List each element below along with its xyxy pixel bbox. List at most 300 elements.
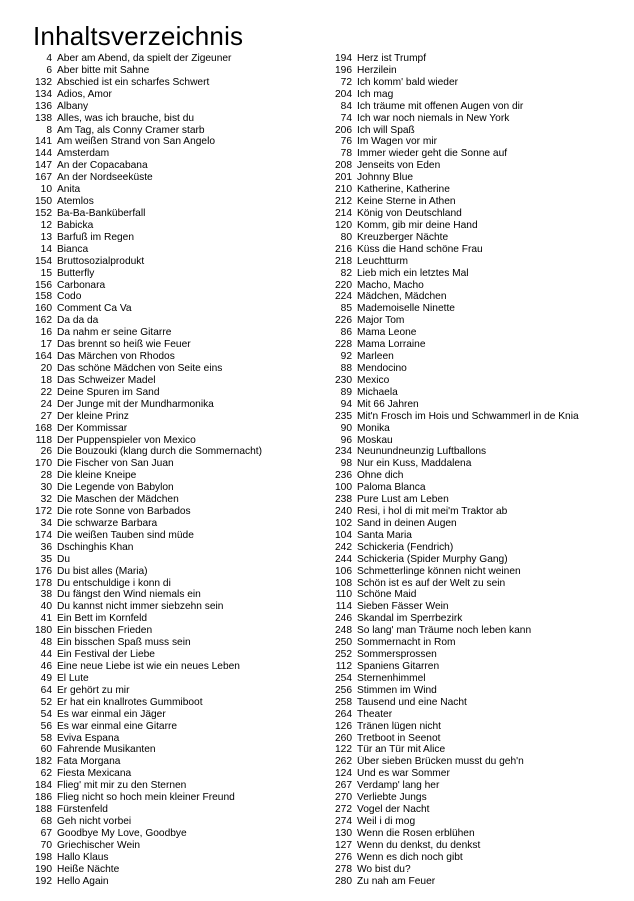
toc-entry [20, 578, 320, 590]
toc-song-title: Theater [357, 708, 393, 720]
toc-page-number: 36 [40, 541, 52, 553]
toc-entry [20, 661, 320, 673]
toc-entry [320, 864, 620, 876]
toc-page-number: 58 [40, 732, 52, 744]
toc-page-number: 130 [335, 827, 352, 839]
toc-entry [20, 589, 320, 601]
toc-entry [20, 351, 320, 363]
toc-song-title: Anita [57, 184, 81, 196]
toc-entry [20, 721, 320, 733]
toc-page-number: 134 [35, 88, 52, 100]
toc-entry [320, 113, 620, 125]
toc-entry [320, 589, 620, 601]
toc-page-number: 112 [335, 661, 352, 673]
toc-page-number: 276 [335, 851, 352, 863]
toc-song-title: Abschied ist ein scharfes Schwert [57, 76, 210, 88]
toc-page-number: 272 [335, 804, 352, 816]
toc-entry [20, 160, 320, 172]
toc-entry [20, 744, 320, 756]
toc-song-title: Ich war noch niemals in New York [357, 112, 510, 124]
toc-page-number: 12 [40, 219, 52, 231]
toc-entry [20, 566, 320, 578]
toc-entry [320, 65, 620, 77]
toc-entry [20, 768, 320, 780]
toc-entry [320, 697, 620, 709]
toc-entry [320, 876, 620, 888]
toc-page-number: 98 [340, 458, 352, 470]
toc-song-title: Fahrende Musikanten [57, 744, 156, 756]
toc-song-title: Goodbye My Love, Goodbye [57, 827, 187, 839]
toc-page-number: 250 [335, 637, 352, 649]
toc-page-number: 64 [40, 684, 52, 696]
toc-entry [20, 601, 320, 613]
toc-page-number: 248 [335, 625, 352, 637]
toc-song-title: Die schwarze Barbara [57, 517, 158, 529]
toc-entry [320, 673, 620, 685]
toc-page-number: 150 [35, 196, 52, 208]
toc-page-number: 178 [35, 577, 52, 589]
toc-page-number: 127 [335, 839, 352, 851]
toc-page-number: 158 [35, 291, 52, 303]
toc-song-title: Bianca [57, 243, 89, 255]
toc-page-number: 190 [35, 863, 52, 875]
toc-entry [20, 494, 320, 506]
toc-page-number: 216 [335, 243, 352, 255]
toc-song-title: Mit'n Frosch im Hois und Schwammerl in de Knia [357, 410, 579, 422]
toc-song-title: Wenn du denkst, du denkst [357, 839, 481, 851]
toc-song-title: Alles, was ich brauche, bist du [57, 112, 195, 124]
toc-entry [20, 268, 320, 280]
toc-page-number: 80 [340, 231, 352, 243]
toc-page-number: 168 [35, 422, 52, 434]
toc-song-title: Paloma Blanca [357, 482, 426, 494]
toc-column-right [320, 53, 620, 888]
toc-page-number: 48 [40, 637, 52, 649]
toc-song-title: Schön ist es auf der Welt zu sein [357, 577, 506, 589]
toc-entry [20, 733, 320, 745]
toc-entry [320, 196, 620, 208]
toc-song-title: Pure Lust am Leben [357, 494, 449, 506]
toc-song-title: Mademoiselle Ninette [357, 303, 455, 315]
toc-song-title: Wenn die Rosen erblühen [357, 827, 475, 839]
toc-page-number: 60 [40, 744, 52, 756]
toc-entry [20, 184, 320, 196]
toc-entry [320, 375, 620, 387]
toc-page-number: 206 [335, 124, 352, 136]
toc-entry [20, 530, 320, 542]
toc-page-number: 172 [35, 506, 52, 518]
toc-song-title: Flieg nicht so hoch mein kleiner Freund [57, 792, 235, 804]
toc-song-title: Du kannst nicht immer siebzehn sein [57, 601, 224, 613]
toc-entry [320, 303, 620, 315]
toc-page-number: 27 [40, 410, 52, 422]
toc-song-title: Adios, Amor [57, 88, 112, 100]
toc-song-title: Tretboot in Seenot [357, 732, 441, 744]
toc-entry [20, 291, 320, 303]
toc-page-number: 70 [40, 839, 52, 851]
toc-page-number: 13 [40, 231, 52, 243]
toc-page-number: 88 [340, 362, 352, 374]
toc-song-title: Vogel der Nacht [357, 804, 430, 816]
toc-song-title: Ein bisschen Spaß muss sein [57, 637, 191, 649]
toc-page-number: 92 [340, 351, 352, 363]
toc-song-title: Da nahm er seine Gitarre [57, 327, 172, 339]
toc-page-number: 176 [35, 565, 52, 577]
toc-song-title: Die Fischer von San Juan [57, 458, 174, 470]
toc-page-number: 156 [35, 279, 52, 291]
toc-entry [20, 339, 320, 351]
toc-entry [20, 244, 320, 256]
toc-page-number: 267 [335, 780, 352, 792]
toc-page-number: 270 [335, 792, 352, 804]
toc-entry [20, 816, 320, 828]
toc-song-title: Moskau [357, 434, 393, 446]
toc-song-title: Mädchen, Mädchen [357, 291, 447, 303]
toc-entry [320, 411, 620, 423]
toc-song-title: Carbonara [57, 279, 106, 291]
toc-page-number: 74 [340, 112, 352, 124]
toc-page-number: 162 [35, 315, 52, 327]
toc-entry [320, 89, 620, 101]
toc-page-number: 78 [340, 148, 352, 160]
toc-entry [20, 864, 320, 876]
toc-entry [20, 518, 320, 530]
toc-page-number: 4 [46, 53, 52, 64]
toc-entry [20, 637, 320, 649]
toc-entry [20, 399, 320, 411]
toc-entry [20, 65, 320, 77]
toc-song-title: Eviva Espana [57, 732, 120, 744]
toc-song-title: Keine Sterne in Athen [357, 196, 456, 208]
toc-song-title: Ich komm' bald wieder [357, 76, 459, 88]
toc-song-title: Major Tom [357, 315, 405, 327]
toc-song-title: Nur ein Kuss, Maddalena [357, 458, 472, 470]
toc-page-number: 94 [340, 398, 352, 410]
toc-entry [320, 494, 620, 506]
toc-page-number: 41 [40, 613, 52, 625]
toc-song-title: Fürstenfeld [57, 804, 108, 816]
toc-page-number: 40 [40, 601, 52, 613]
toc-page-number: 49 [40, 672, 52, 684]
toc-page-number: 17 [40, 339, 52, 351]
toc-page-number: 154 [35, 255, 52, 267]
toc-entry [320, 578, 620, 590]
toc-page-number: 144 [35, 148, 52, 160]
toc-song-title: Mama Leone [357, 327, 417, 339]
toc-entry [20, 613, 320, 625]
toc-entry [320, 339, 620, 351]
toc-song-title: Johnny Blue [357, 172, 414, 184]
toc-page-number: 62 [40, 768, 52, 780]
toc-entry [320, 291, 620, 303]
toc-entry [320, 387, 620, 399]
toc-song-title: Barfuß im Regen [57, 231, 135, 243]
toc-page-number: 141 [35, 136, 52, 148]
toc-entry [320, 780, 620, 792]
toc-page-number: 84 [340, 100, 352, 112]
toc-song-title: Sommersprossen [357, 649, 437, 661]
toc-song-title: König von Deutschland [357, 207, 462, 219]
toc-page-number: 67 [40, 827, 52, 839]
toc-song-title: Griechischer Wein [57, 839, 141, 851]
toc-page-number: 54 [40, 708, 52, 720]
toc-song-title: Mexico [357, 374, 390, 386]
toc-page-number: 106 [335, 565, 352, 577]
toc-entry [320, 172, 620, 184]
toc-song-title: Sieben Fässer Wein [357, 601, 449, 613]
toc-entry [20, 77, 320, 89]
toc-song-title: Zu nah am Feuer [357, 875, 436, 887]
toc-entry [20, 327, 320, 339]
toc-page-number: 34 [40, 517, 52, 529]
toc-song-title: Aber bitte mit Sahne [57, 64, 150, 76]
toc-song-title: Ohne dich [357, 470, 404, 482]
toc-page-number: 218 [335, 255, 352, 267]
toc-song-title: Die kleine Kneipe [57, 470, 137, 482]
toc-entry [320, 542, 620, 554]
toc-page-number: 186 [35, 792, 52, 804]
toc-page-number: 164 [35, 351, 52, 363]
toc-entry [320, 530, 620, 542]
toc-page-number: 198 [35, 851, 52, 863]
toc-entry [320, 53, 620, 65]
toc-page-number: 240 [335, 506, 352, 518]
toc-page-number: 226 [335, 315, 352, 327]
toc-song-title: Heiße Nächte [57, 863, 120, 875]
toc-page-number: 132 [35, 76, 52, 88]
toc-song-title: Am Tag, als Conny Cramer starb [57, 124, 205, 136]
toc-entry [320, 840, 620, 852]
toc-entry [20, 315, 320, 327]
toc-page-number: 170 [35, 458, 52, 470]
toc-song-title: Resi, i hol di mit mei'm Traktor ab [357, 506, 508, 518]
toc-entry [320, 733, 620, 745]
toc-page-number: 108 [335, 577, 352, 589]
toc-page-number: 152 [35, 207, 52, 219]
toc-page-number: 35 [40, 553, 52, 565]
toc-page-number: 210 [335, 184, 352, 196]
toc-page-number: 15 [40, 267, 52, 279]
toc-entry [20, 53, 320, 65]
toc-page-number: 208 [335, 160, 352, 172]
toc-song-title: Und es war Sommer [357, 768, 450, 780]
toc-entry [20, 280, 320, 292]
toc-page-number: 234 [335, 446, 352, 458]
toc-page-number: 196 [335, 64, 352, 76]
toc-page-number: 174 [35, 529, 52, 541]
toc-page-number: 28 [40, 470, 52, 482]
toc-entry [20, 852, 320, 864]
toc-column-left [20, 53, 320, 888]
toc-song-title: Ich will Spaß [357, 124, 415, 136]
toc-page-number: 138 [35, 112, 52, 124]
toc-page-number: 184 [35, 780, 52, 792]
toc-entry [320, 244, 620, 256]
toc-page-number: 180 [35, 625, 52, 637]
toc-page-number: 167 [35, 172, 52, 184]
toc-song-title: Ich mag [357, 88, 394, 100]
toc-entry [320, 804, 620, 816]
toc-page-number: 136 [35, 100, 52, 112]
toc-entry [20, 554, 320, 566]
toc-page-number: 192 [35, 875, 52, 887]
toc-song-title: Flieg' mit mir zu den Sternen [57, 780, 187, 792]
toc-entry [320, 220, 620, 232]
toc-entry [320, 256, 620, 268]
toc-page-number: 90 [340, 422, 352, 434]
toc-page-number: 280 [335, 875, 352, 887]
toc-entry [320, 470, 620, 482]
toc-song-title: Wo bist du? [357, 863, 411, 875]
toc-entry [320, 816, 620, 828]
toc-song-title: Ein Bett im Kornfeld [57, 613, 148, 625]
toc-entry [20, 363, 320, 375]
toc-page-number: 256 [335, 684, 352, 696]
toc-song-title: Immer wieder geht die Sonne auf [357, 148, 508, 160]
toc-page-number: 124 [335, 768, 352, 780]
toc-song-title: Hello Again [57, 875, 109, 887]
toc-song-title: Santa Maria [357, 529, 412, 541]
toc-song-title: Am weißen Strand von San Angelo [57, 136, 216, 148]
toc-entry [20, 792, 320, 804]
toc-page-number: 194 [335, 53, 352, 64]
toc-song-title: Eine neue Liebe ist wie ein neues Leben [57, 661, 240, 673]
toc-entry [320, 625, 620, 637]
toc-page-number: 246 [335, 613, 352, 625]
toc-song-title: Die weißen Tauben sind müde [57, 529, 194, 541]
toc-page-number: 102 [335, 517, 352, 529]
toc-song-title: Die rote Sonne von Barbados [57, 506, 191, 518]
toc-page-number: 18 [40, 374, 52, 386]
toc-song-title: Jenseits von Eden [357, 160, 441, 172]
toc-entry [320, 101, 620, 113]
toc-entry [20, 232, 320, 244]
toc-entry [20, 780, 320, 792]
toc-page-number: 122 [335, 744, 352, 756]
toc-song-title: Die Legende von Babylon [57, 482, 174, 494]
toc-page-number: 204 [335, 88, 352, 100]
toc-song-title: Amsterdam [57, 148, 110, 160]
toc-entry [320, 125, 620, 137]
toc-entry [320, 208, 620, 220]
toc-entry [320, 828, 620, 840]
toc-song-title: Das Märchen von Rhodos [57, 351, 175, 363]
toc-entry [20, 709, 320, 721]
toc-song-title: Tausend und eine Nacht [357, 696, 467, 708]
toc-song-title: Babicka [57, 219, 94, 231]
toc-song-title: Ba-Ba-Banküberfall [57, 207, 146, 219]
toc-entry [320, 637, 620, 649]
toc-entry [320, 232, 620, 244]
toc-entry [20, 649, 320, 661]
toc-entry [20, 840, 320, 852]
toc-entry [20, 673, 320, 685]
toc-page-number: 16 [40, 327, 52, 339]
toc-song-title: Comment Ca Va [57, 303, 132, 315]
toc-entry [20, 625, 320, 637]
toc-page-number: 20 [40, 362, 52, 374]
toc-entry [320, 685, 620, 697]
toc-song-title: Lieb mich ein letztes Mal [357, 267, 469, 279]
toc-entry [20, 196, 320, 208]
toc-song-title: Sternenhimmel [357, 672, 426, 684]
toc-entry [320, 77, 620, 89]
toc-page-number: 24 [40, 398, 52, 410]
toc-page-number: 228 [335, 339, 352, 351]
toc-song-title: Michaela [357, 386, 398, 398]
toc-entry [320, 268, 620, 280]
toc-entry [20, 387, 320, 399]
toc-entry [320, 709, 620, 721]
toc-page-number: 32 [40, 494, 52, 506]
toc-entry [320, 852, 620, 864]
toc-song-title: Skandal im Sperrbezirk [357, 613, 463, 625]
toc-song-title: Codo [57, 291, 82, 303]
toc-song-title: Tür an Tür mit Alice [357, 744, 446, 756]
toc-song-title: Spaniens Gitarren [357, 661, 440, 673]
toc-entry [320, 661, 620, 673]
toc-entry [20, 136, 320, 148]
toc-song-title: Deine Spuren im Sand [57, 386, 160, 398]
toc-entry [20, 220, 320, 232]
toc-entry [20, 423, 320, 435]
toc-page-number: 236 [335, 470, 352, 482]
toc-entry [20, 113, 320, 125]
toc-song-title: Komm, gib mir deine Hand [357, 219, 478, 231]
toc-entry [320, 184, 620, 196]
toc-entry [320, 768, 620, 780]
toc-song-title: Wenn es dich noch gibt [357, 851, 463, 863]
toc-entry [320, 721, 620, 733]
toc-page-number: 242 [335, 541, 352, 553]
toc-entry [20, 375, 320, 387]
toc-song-title: Ich träume mit offenen Augen von dir [357, 100, 524, 112]
toc-page-number: 214 [335, 207, 352, 219]
toc-song-title: Weil i di mog [357, 816, 416, 827]
toc-song-title: Monika [357, 422, 390, 434]
toc-entry [320, 649, 620, 661]
toc-song-title: Mit 66 Jahren [357, 398, 419, 410]
toc-song-title: An der Nordseeküste [57, 172, 153, 184]
toc-page-number: 114 [335, 601, 352, 613]
toc-entry [320, 554, 620, 566]
toc-entry [320, 399, 620, 411]
toc-song-title: Mama Lorraine [357, 339, 426, 351]
toc-page-number: 14 [40, 243, 52, 255]
toc-song-title: Ein Festival der Liebe [57, 649, 155, 661]
toc-page-number: 160 [35, 303, 52, 315]
toc-song-title: Herz ist Trumpf [357, 53, 427, 64]
toc-entry [320, 435, 620, 447]
toc-entry [20, 482, 320, 494]
toc-song-title: Die Maschen der Mädchen [57, 494, 179, 506]
toc-entry [20, 804, 320, 816]
toc-entry [320, 518, 620, 530]
toc-song-title: Schmetterlinge können nicht weinen [357, 565, 521, 577]
toc-page-number: 82 [340, 267, 352, 279]
toc-page-number: 274 [335, 816, 352, 827]
toc-song-title: Du [57, 553, 71, 565]
toc-song-title: An der Copacabana [57, 160, 148, 172]
toc-page-number: 110 [335, 589, 352, 601]
toc-entry [320, 792, 620, 804]
toc-song-title: Geh nicht vorbei [57, 816, 132, 827]
toc-entry [320, 613, 620, 625]
toc-entry [20, 435, 320, 447]
toc-entry [320, 327, 620, 339]
page-title: Inhaltsverzeichnis [33, 21, 244, 51]
toc-page-number: 120 [335, 219, 352, 231]
